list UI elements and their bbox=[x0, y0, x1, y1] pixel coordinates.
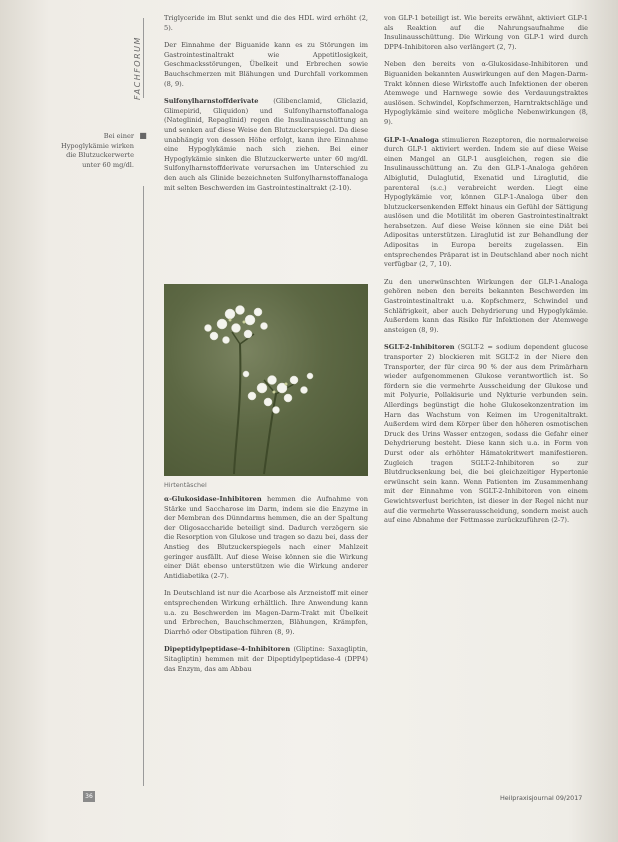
paragraph-sulfonyl bbox=[164, 97, 368, 193]
text-alpha: hemmen die Aufnahme von Stärke und Saccharose im Darm, indem sie die Enzyme in der Membran des Dünndarms hemmen, die an der Spaltung der Oligosaccharide beteiligt sind. Dadurch verzögern sie die Resorption von Glukose und tragen so dazu bei, dass der Anstieg des Blutzuckerspiegels nach einer Mahlzeit geringer ausfällt. Auf diese Weise können sie die Wirkung einer Diät ebenso unterstützen wie die Wirkung anderer Antidiabetika (2-7). bbox=[164, 495, 368, 580]
text-sglt2: (SGLT-2 = sodium dependent glucose transporter 2) blockieren mit SGLT-2 in der Niere den Transporter, der für circa 90 % der aus dem Primärharn wieder aufgenommenen Glukose verantwortlich ist. So fördern sie die vermehrte Ausscheidung der Glukose und mit Polyurie, Pollakisurie und Nykturie verbunden sein. Allerdings begünstigt die hohe Glukosekonzentration im Harn das Wachstum von Keimen im Urogenitaltrakt. Außerdem wird dem Körper über den höheren osmotischen Druck des Urins Wasser entzogen, sodass die Gefahr einer Dehydrierung besteht. Diese kann sich u.a. in Form von Durst oder als erhöhter Hämatokritwert manifestieren. Zugleich tragen SGLT-2-Inhibitoren so zur Blutdrucksenkung bei, die bei gleichzeitiger Hypertonie erwünscht sein kann. Wenn Patienten im Zusammenhang mit der Einnahme von SGLT-2-Inhibitoren von einem Gewichtsverlust berichten, ist dieser in der Regel nicht nur auf die vermehrte Wasserausscheidung, sondern meist auch auf eine Abnahme der Fettmasse zurückzuführen (2-7). bbox=[384, 343, 588, 525]
flower-illustration bbox=[164, 284, 368, 476]
paragraph-glp1 bbox=[384, 136, 588, 270]
photo-caption: Hirtentäschel bbox=[164, 481, 207, 489]
left-column-top bbox=[164, 14, 368, 201]
page-number: 36 bbox=[83, 791, 95, 802]
paragraph-sglt2 bbox=[384, 343, 588, 525]
bullet-icon: ■ bbox=[139, 131, 147, 140]
text-glp1: stimulieren Rezeptoren, die normalerweise durch GLP-1 aktiviert werden. Indem sie auf diese Weise einen Mangel an GLP-1 ausgleichen, regen sie die Insulinausschüttung an. Zu den GLP-1-Analoga gehören Albiglutid, Dulaglutid, Exenatid und Liraglutid, die parenteral (s.c.) verabreicht werden. Liegt eine Hypoglykämie vor, können GLP-1-Analoga über den blutzuckersenkenden Effekt hinaus ein Gefühl der Sättigung auslösen und die Motilität im oberen Gastrointestinaltrakt herabsetzen. Auf diese Weise können sie eine Diät bei Adipositas unterstützen. Liraglutid ist zur Behandlung der Adipositas in Europa bereits zugelassen. Ein entsprechendes Präparat ist in Deutschland aber noch nicht verfügbar (2, 7, 10). bbox=[384, 135, 588, 269]
heading-sulfonyl: Sulfonylharnstoffderivate bbox=[164, 97, 259, 106]
heading-sglt2: SGLT-2-Inhibitoren bbox=[384, 343, 455, 352]
paragraph: Zu den unerwünschten Wirkungen der GLP-1-Analoga gehören neben den bereits bekannten Beschwerden im Gastrointestinaltrakt u.a. Kopfschmerz, Schwindel und Schläfrigkeit, aber auch Dehydrierung und Hypoglykämie. Außerdem kann das Risiko für Infektionen der Atemwege ansteigen (8, 9). bbox=[384, 277, 588, 334]
paragraph-alpha bbox=[164, 495, 368, 581]
paragraph: Neben den bereits von α-Glukosidase-Inhibitoren und Biguaniden bekannten Auswirkungen auf den Magen-Darm-Trakt können diese Wirkstoffe auch Infektionen der oberen Atemwege und Harnwege sowie des Verdauungstraktes auslösen. Schwindel, Kopfschmerzen, Harntraktschläge und Hypoglykämie sind weitere mögliche Nebenwirkungen (8, 9). bbox=[384, 60, 588, 126]
left-column-bottom bbox=[164, 495, 368, 682]
paragraph: In Deutschland ist nur die Acarbose als Arzneistoff mit einer entsprechenden Wirkung erhältlich. Ihre Anwendung kann u.a. zu Beschwerden im Magen-Darm-Trakt mit Übelkeit und Erbrechen, Bauchschmerzen, Blähungen, Krämpfen, Diarrhö oder Obstipation führen (8, 9). bbox=[164, 589, 368, 636]
heading-alpha: α-Glukosidase-Inhibitoren bbox=[164, 495, 262, 503]
flower-photo bbox=[164, 284, 368, 476]
paragraph-dpp4 bbox=[164, 645, 368, 674]
section-divider bbox=[143, 186, 144, 786]
paragraph: von GLP-1 beteiligt ist. Wie bereits erwähnt, aktiviert GLP-1 als Reaktion auf die Nahrungsaufnahme die Insulinausschüttung. Die Wirkung von GLP-1 wird durch DPP4-Inhibitoren also verlängert (2, 7). bbox=[384, 14, 588, 51]
section-divider bbox=[143, 18, 144, 98]
margin-note: Bei einer Hypoglykämie wirken die Blutzuckerwerte unter 60 mg/dl. bbox=[60, 132, 134, 169]
right-column bbox=[384, 14, 588, 534]
section-label: FACHFORUM bbox=[133, 36, 142, 100]
text-sulfonyl: (Glibenclamid, Gliclazid, Glimepirid, Gliquidon) und Sulfonylharnstoffanaloga (Nateglinid, Repaglinid) regen die Insulinausschüttung an und senken auf diese Weise den Blutzuckerspiegel. Da diese unabhängig von dessen Höhe erfolgt, kann ihre Einnahme eine Hypoglykämie nach sich ziehen. Bei einer Hypoglykämie sinken die Blutzuckerwerte unter 60 mg/dl. Sulfonylharnstoffderivate verursachen im Unterschied zu den auch als Glinide bezeichneten Sulfonylharnstoffanaloga mit selten Beschwerden im Gastrointestinaltrakt (2-10). bbox=[164, 97, 368, 192]
paragraph: Der Einnahme der Biguanide kann es zu Störungen im Gastrointestinaltrakt wie Appetitlosigkeit, Geschmacksstörungen, Übelkeit und Erbrechen sowie Bauchschmerzen mit Blähungen und Durchfall vorkommen (8, 9). bbox=[164, 41, 368, 88]
text-dpp4: (Gliptine: Saxagliptin, Sitagliptin) hemmen mit der Dipeptidylpeptidase-4 (DPP4) das Enzym, das am Abbau bbox=[164, 645, 368, 673]
footer-journal: Heilpraxisjournal 09/2017 bbox=[500, 794, 583, 802]
paragraph: Triglyceride im Blut senkt und die des HDL wird erhöht (2, 5). bbox=[164, 14, 368, 32]
heading-dpp4: Dipeptidylpeptidase-4-Inhibitoren bbox=[164, 645, 291, 654]
heading-glp1: GLP-1-Analoga bbox=[384, 135, 439, 144]
